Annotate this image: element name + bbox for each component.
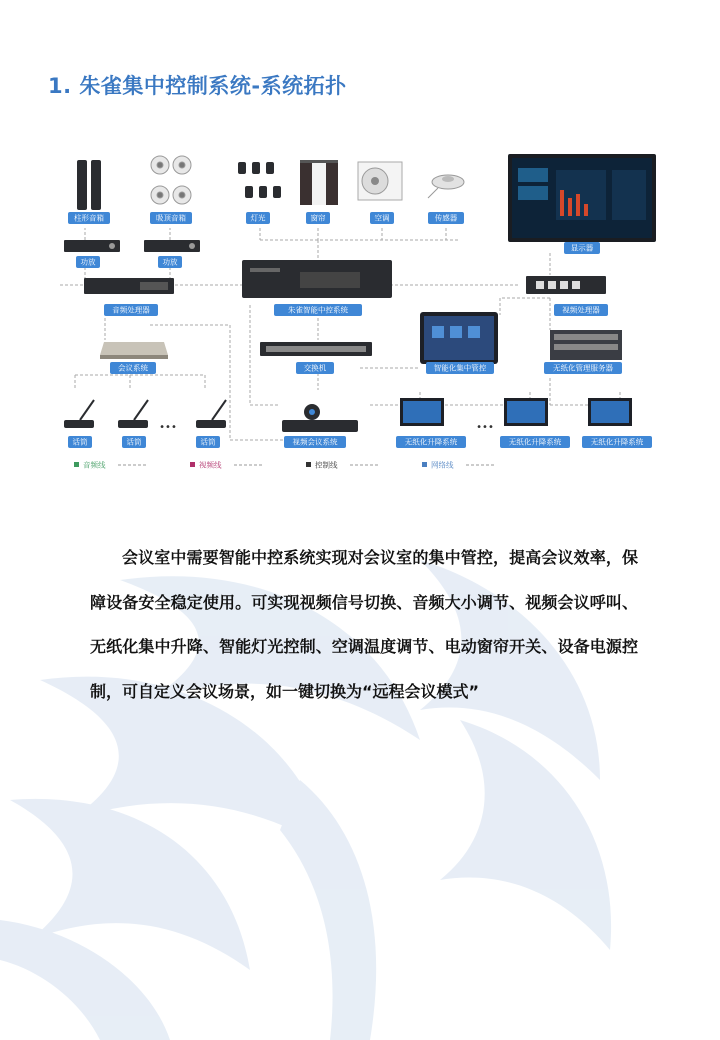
tablet-device <box>420 312 498 364</box>
svg-text:视频会议系统: 视频会议系统 <box>292 437 338 447</box>
sensor-device <box>428 175 464 198</box>
label-audio-processor <box>104 304 158 316</box>
column-speaker-device <box>77 160 101 210</box>
ac-unit-device <box>358 162 402 200</box>
label-lift-1 <box>396 436 466 448</box>
label-central-control <box>274 304 362 316</box>
label-curtain <box>306 212 330 224</box>
svg-text:功放: 功放 <box>162 257 178 267</box>
display-device <box>508 154 656 242</box>
svg-text:显示器: 显示器 <box>570 243 594 253</box>
svg-text:传感器: 传感器 <box>434 213 458 223</box>
audio-processor-device <box>84 278 174 294</box>
svg-text:窗帘: 窗帘 <box>310 213 326 223</box>
label-switch <box>296 362 334 374</box>
ceiling-speaker-device <box>151 156 191 204</box>
svg-text:视频处理器: 视频处理器 <box>562 305 600 315</box>
legend-control <box>306 460 380 470</box>
legend <box>74 460 496 470</box>
svg-text:话筒: 话筒 <box>126 437 142 447</box>
label-ceiling-speaker <box>150 212 192 224</box>
svg-text:话筒: 话筒 <box>200 437 216 447</box>
svg-text:朱雀智能中控系统: 朱雀智能中控系统 <box>288 305 348 315</box>
legend-audio <box>74 460 148 470</box>
central-control-device <box>242 260 392 298</box>
video-processor-device <box>526 276 606 294</box>
svg-text:柱形音箱: 柱形音箱 <box>74 213 104 223</box>
svg-text:交换机: 交换机 <box>303 363 327 373</box>
label-sensor <box>428 212 464 224</box>
label-lift-2 <box>500 436 570 448</box>
svg-text:无纸化升降系统: 无纸化升降系统 <box>508 437 562 447</box>
svg-text:无纸化升降系统: 无纸化升降系统 <box>590 437 644 447</box>
label-lights <box>246 212 270 224</box>
label-smart-control <box>426 362 494 374</box>
label-conference-system <box>110 362 156 374</box>
light-device <box>238 162 281 198</box>
microphone-device <box>64 400 226 428</box>
description-paragraph: 会议室中需要智能中控系统实现对会议室的集中管控，提高会议效率，保障设备安全稳定使用。可实现视频信号切换、音频大小调节、视频会议呼叫、无纸化集中升降、智能灯光控制、空调温度调节、电动窗帘开关、设备电源控制，可自定义会议场景，如一键切换为“远程会议模式” <box>90 548 638 701</box>
legend-network <box>422 460 496 470</box>
svg-text:空调: 空调 <box>374 213 390 223</box>
label-mic-1 <box>68 436 92 448</box>
label-lift-3 <box>582 436 652 448</box>
svg-text:灯光: 灯光 <box>250 213 266 223</box>
label-column-speaker <box>68 212 110 224</box>
ellipsis-mics: ••• <box>159 422 177 433</box>
svg-text:无纸化管理服务器: 无纸化管理服务器 <box>553 363 613 373</box>
network-switch-device <box>260 342 372 356</box>
curtain-device <box>300 160 338 205</box>
svg-text:智能化集中管控: 智能化集中管控 <box>433 363 487 373</box>
label-ac <box>370 212 394 224</box>
server-device <box>550 330 622 360</box>
svg-text:吸顶音箱: 吸顶音箱 <box>156 213 186 223</box>
label-display <box>564 242 600 254</box>
svg-text:网络线: 网络线 <box>431 460 454 470</box>
label-amp-1 <box>76 256 100 268</box>
svg-text:音频线: 音频线 <box>83 460 106 470</box>
svg-text:功放: 功放 <box>80 257 96 267</box>
svg-text:视频线: 视频线 <box>199 460 222 470</box>
svg-text:话筒: 话筒 <box>72 437 88 447</box>
label-mic-2 <box>122 436 146 448</box>
conference-unit-device <box>100 342 168 359</box>
label-amp-2 <box>158 256 182 268</box>
svg-text:音频处理器: 音频处理器 <box>112 305 150 315</box>
lift-monitor-device <box>400 398 632 426</box>
label-mic-3 <box>196 436 220 448</box>
legend-video <box>190 460 264 470</box>
section-heading: 1. 朱雀集中控制系统-系统拓扑 <box>48 74 347 98</box>
amplifier-device <box>64 240 200 252</box>
label-video-processor <box>554 304 608 316</box>
svg-text:控制线: 控制线 <box>315 460 338 470</box>
video-conference-device <box>282 404 358 432</box>
topology-diagram <box>60 150 660 480</box>
ellipsis-lifts: ••• <box>476 422 494 433</box>
svg-text:会议系统: 会议系统 <box>118 363 148 373</box>
svg-text:无纸化升降系统: 无纸化升降系统 <box>404 437 458 447</box>
label-paperless-server <box>544 362 622 374</box>
label-video-conference <box>284 436 346 448</box>
